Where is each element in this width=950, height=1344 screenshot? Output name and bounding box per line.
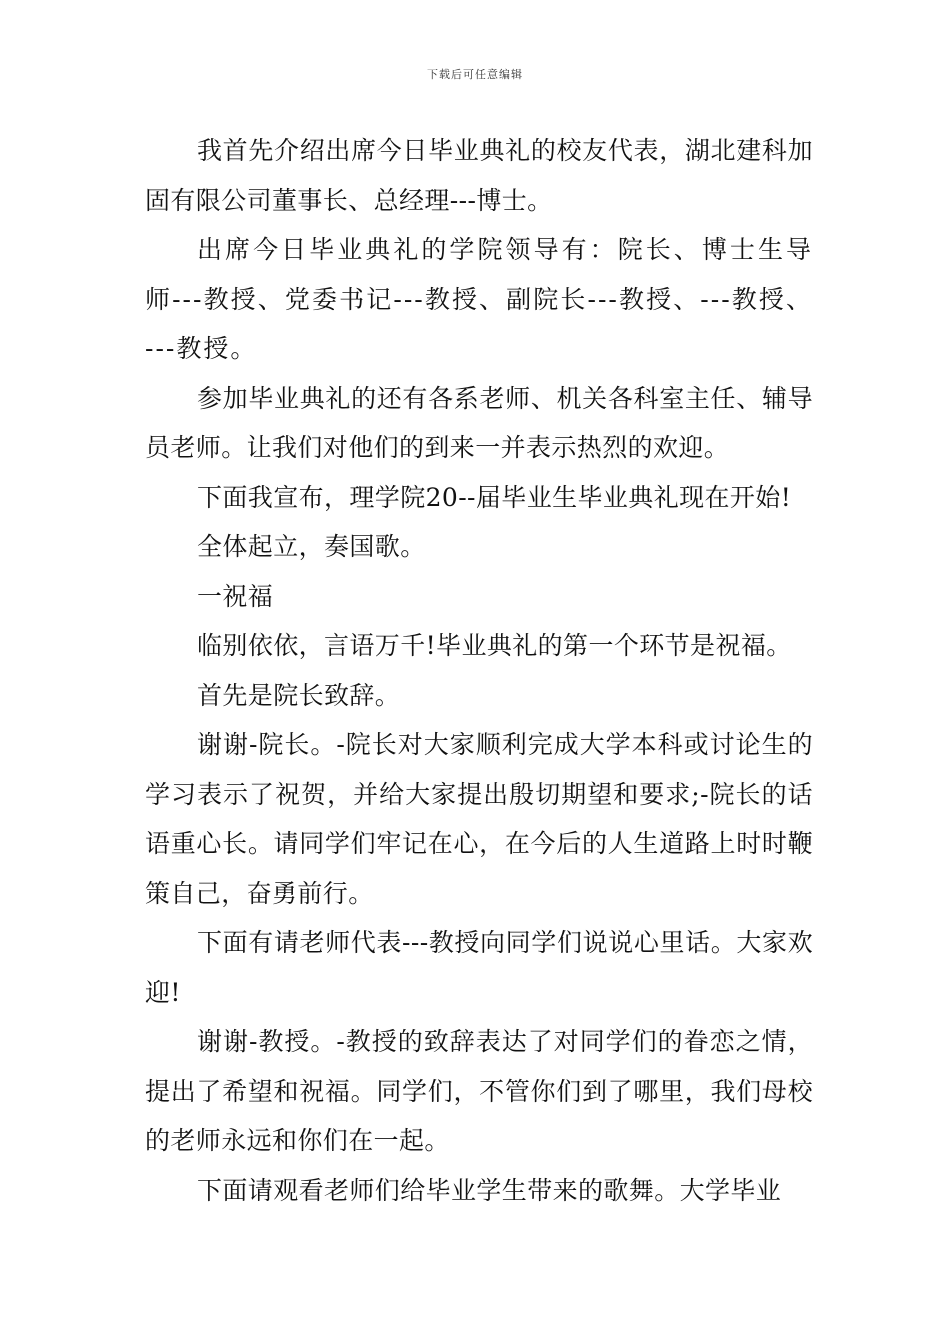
paragraph-teachers-welcome: 参加毕业典礼的还有各系老师、机关各科室主任、辅导员老师。让我们对他们的到来一并表示热烈的欢迎。 — [145, 383, 813, 462]
paragraph-thanks-professor: 谢谢-教授。-教授的致辞表达了对同学们的眷恋之情，提出了希望和祝福。同学们，不管你们到了哪里，我们母校的老师永远和你们在一起。 — [145, 1027, 813, 1155]
paragraph-blessing-intro: 临别依依，言语万千!毕业典礼的第一个环节是祝福。 — [197, 631, 792, 660]
paragraph-thanks-dean: 谢谢-院长。-院长对大家顺利完成大学本科或讨论生的学习表示了祝贺，并给大家提出殷切期望和要求;-院长的话语重心长。请同学们牢记在心，在今后的人生道路上时时鞭策自己，奋勇前行。 — [145, 730, 813, 908]
paragraph-teacher-representative: 下面有请老师代表---教授向同学们说说心里话。大家欢迎! — [145, 928, 813, 1007]
section-heading-blessing: 一祝福 — [197, 581, 274, 611]
paragraph-dean-speech: 首先是院长致辞。 — [197, 680, 401, 710]
document-body — [145, 126, 813, 1215]
paragraph-alumni-intro: 我首先介绍出席今日毕业典礼的校友代表，湖北建科加固有限公司董事长、总经理---博士。 — [145, 136, 813, 215]
paragraph-ceremony-start: 下面我宣布，理学院20--届毕业生毕业典礼现在开始! — [197, 482, 792, 512]
paragraph-leaders: 出席今日毕业典礼的学院领导有：院长、博士生导师---教授、党委书记---教授、副院长---教授、---教授、---教授。 — [145, 235, 813, 363]
paragraph-song-dance: 下面请观看老师们给毕业学生带来的歌舞。大学毕业 — [197, 1175, 782, 1205]
paragraph-national-anthem: 全体起立，奏国歌。 — [197, 532, 426, 561]
page-header-note: 下载后可任意编辑 — [427, 68, 523, 81]
